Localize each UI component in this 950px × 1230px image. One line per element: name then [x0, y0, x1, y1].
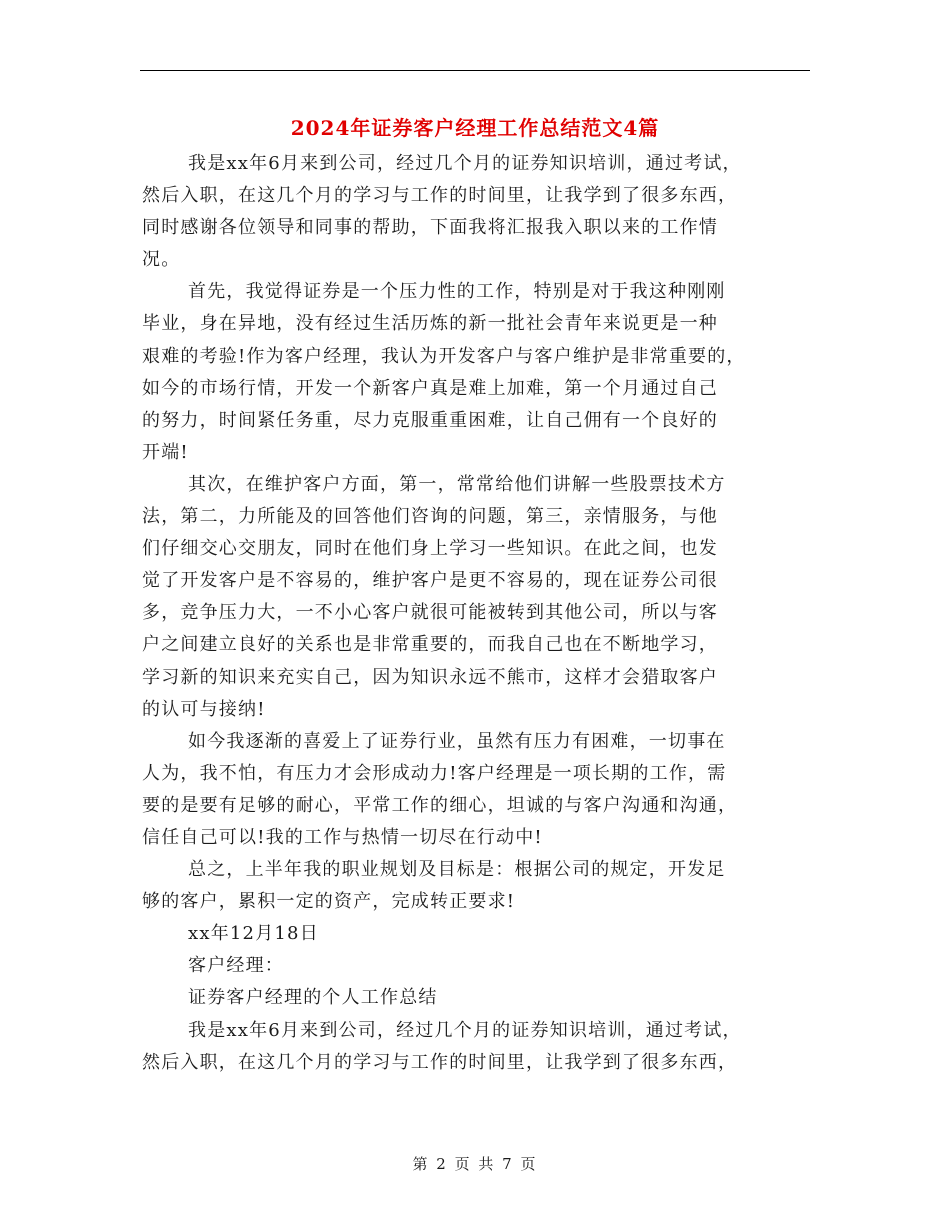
body-line: 人为，我不怕，有压力才会形成动力!客户经理是一项长期的工作，需	[142, 762, 727, 784]
body-line: 开端!	[142, 441, 189, 463]
body-line: 艰难的考验!作为客户经理，我认为开发客户与客户维护是非常重要的，	[142, 345, 746, 367]
body-line: 法，第二，力所能及的回答他们咨询的问题，第三，亲情服务，与他	[142, 506, 718, 528]
body-line: 同时感谢各位领导和同事的帮助，下面我将汇报我入职以来的工作情	[142, 217, 718, 239]
body-line: 觉了开发客户是不容易的，维护客户是更不容易的，现在证券公司很	[142, 570, 718, 592]
body-line: 多，竞争压力大，一不小心客户就很可能被转到其他公司，所以与客	[142, 602, 718, 624]
body-line: 信任自己可以!我的工作与热情一切尽在行动中!	[142, 826, 543, 848]
body-line: 如今我逐渐的喜爱上了证券行业，虽然有压力有困难，一切事在	[188, 730, 726, 752]
body-line: 户之间建立良好的关系也是非常重要的，而我自己也在不断地学习，	[142, 634, 718, 656]
body-line: 毕业，身在异地，没有经过生活历炼的新一批社会青年来说更是一种	[142, 313, 718, 335]
body-line: 总之，上半年我的职业规划及目标是：根据公司的规定，开发足	[188, 859, 726, 881]
body-line: 学习新的知识来充实自己，因为知识永远不熊市，这样才会猎取客户	[142, 666, 718, 688]
document-title: 2024年证券客户经理工作总结范文4篇	[290, 116, 660, 140]
body-line: 的认可与接纳!	[142, 698, 266, 720]
body-line: 其次，在维护客户方面，第一，常常给他们讲解一些股票技术方	[188, 473, 726, 495]
body-line: 然后入职，在这几个月的学习与工作的时间里，让我学到了很多东西，	[142, 1051, 738, 1073]
body-line: 们仔细交心交朋友，同时在他们身上学习一些知识。在此之间，也发	[142, 538, 718, 560]
page-footer: 第 2 页 共 7 页	[412, 1155, 538, 1173]
signature-line: 客户经理：	[188, 955, 284, 977]
body-line: 况。	[142, 249, 181, 271]
body-line: 如今的市场行情，开发一个新客户真是难上加难，第一个月通过自己	[142, 377, 718, 399]
date-line: xx年12月18日	[188, 923, 319, 945]
body-line: 的努力，时间紧任务重，尽力克服重重困难，让自己佣有一个良好的	[142, 409, 718, 431]
body-line: 然后入职，在这几个月的学习与工作的时间里，让我学到了很多东西，	[142, 185, 738, 207]
body-line: 我是xx年6月来到公司，经过几个月的证券知识培训，通过考试，	[188, 153, 742, 174]
body-line: 够的客户，累积一定的资产，完成转正要求!	[142, 891, 516, 913]
body-line: 要的是要有足够的耐心，平常工作的细心，坦诚的与客户沟通和沟通，	[142, 794, 738, 816]
body-line: 我是xx年6月来到公司，经过几个月的证券知识培训，通过考试，	[188, 1019, 742, 1041]
document-body	[142, 148, 812, 1079]
body-line: 首先，我觉得证券是一个压力性的工作，特别是对于我这种刚刚	[188, 281, 726, 303]
section-heading: 证券客户经理的个人工作总结	[188, 987, 438, 1009]
header-rule	[140, 70, 810, 71]
